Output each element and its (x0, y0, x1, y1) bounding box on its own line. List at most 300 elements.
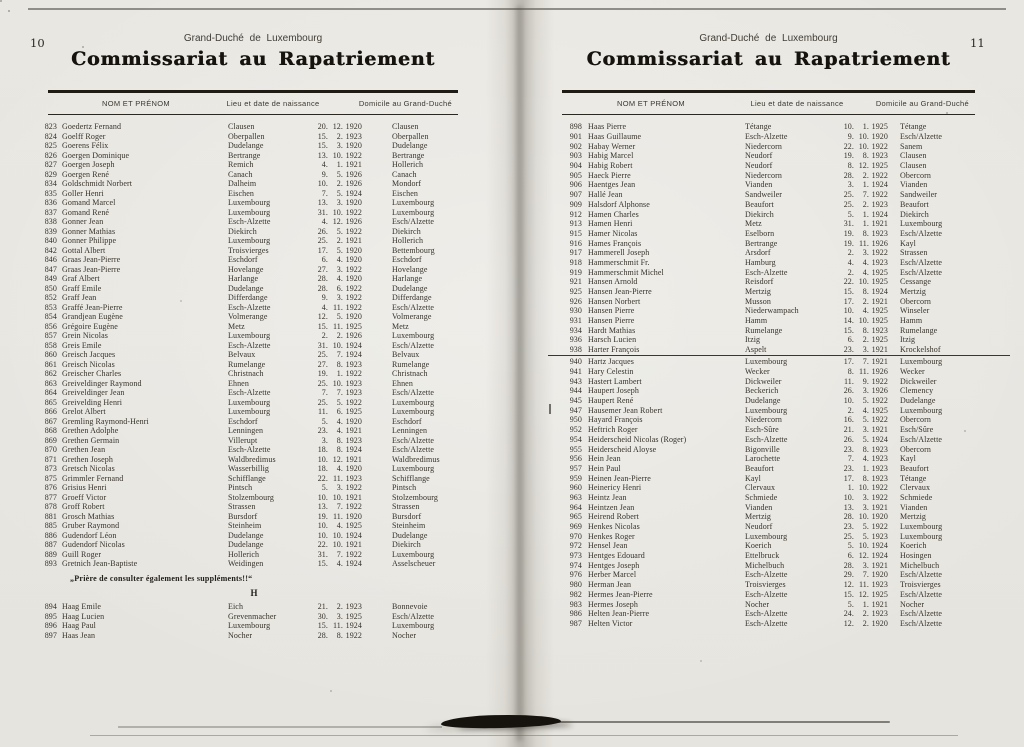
birth-day: 23. (843, 463, 854, 473)
birth-year: 1922 (871, 141, 888, 151)
row-number: 936 (569, 335, 582, 345)
birth-month: 5. (336, 226, 343, 236)
birth-place: Pintsch (228, 483, 253, 493)
birth-month: 10. (332, 207, 343, 217)
birth-month: 12. (858, 161, 869, 171)
row-number: 895 (44, 611, 57, 621)
birth-date (838, 454, 888, 463)
header-rule-left (48, 114, 458, 115)
domicile: Bonnevoie (392, 602, 428, 612)
table-row (560, 190, 1010, 200)
birth-month: 3. (862, 560, 869, 570)
birth-date (315, 388, 362, 397)
domicile: Mertzig (900, 512, 927, 522)
birth-date (315, 132, 362, 141)
domicile: Luxembourg (900, 531, 943, 541)
birth-month: 11. (858, 367, 869, 377)
table-row (560, 238, 1010, 248)
row-number: 853 (44, 302, 57, 312)
person-name: Harter François (588, 345, 640, 355)
birth-day: 22. (317, 473, 328, 483)
birth-place: Rumelange (745, 325, 783, 335)
birth-date (838, 210, 888, 219)
row-number: 862 (44, 369, 57, 379)
person-name: Goergen Joseph (62, 160, 115, 170)
birth-day: 2. (321, 331, 328, 341)
row-number: 970 (569, 531, 582, 541)
table-row (38, 436, 470, 446)
col-header-name: NOM ET PRÉNOM (617, 99, 685, 108)
person-name: Heinericy Henri (588, 483, 642, 493)
table-row (38, 602, 470, 612)
birth-year: 1924 (871, 551, 888, 561)
birth-place: Larochette (745, 454, 781, 464)
birth-date (315, 341, 362, 350)
domicile: Diekirch (900, 209, 929, 219)
person-name: Gonner Philippe (62, 236, 117, 246)
row-number: 846 (44, 255, 57, 265)
birth-month: 11. (332, 511, 343, 521)
domicile: Clausen (900, 151, 927, 161)
birth-place: Luxembourg (745, 531, 788, 541)
birth-month: 8. (862, 151, 869, 161)
person-name: Hentges Joseph (588, 560, 640, 570)
domicile: Bettembourg (392, 245, 435, 255)
person-name: Guill Roger (62, 549, 102, 559)
person-name: Goergen Dominique (62, 150, 130, 160)
table-row (560, 590, 1010, 600)
birth-year: 1922 (345, 302, 362, 312)
birth-day: 12. (317, 312, 328, 322)
birth-place: Stolzembourg (228, 492, 274, 502)
birth-year: 1924 (871, 541, 888, 551)
birth-place: Eischen (228, 188, 255, 198)
birth-day: 12. (843, 580, 854, 590)
birth-day: 19. (843, 238, 854, 248)
birth-place: Differdange (228, 293, 268, 303)
row-number: 934 (569, 325, 582, 335)
column-headers-right (562, 99, 975, 111)
row-number: 921 (569, 277, 582, 287)
birth-day: 25. (317, 378, 328, 388)
birth-month: 10. (858, 316, 869, 326)
person-name: Hausemer Jean Robert (588, 405, 663, 415)
birth-day: 9. (321, 169, 328, 179)
table-row (38, 531, 470, 541)
birth-date (838, 258, 888, 267)
birth-month: 3. (862, 502, 869, 512)
domicile: Hollerich (392, 236, 424, 246)
birth-day: 19. (843, 151, 854, 161)
birth-month: 4. (862, 454, 869, 464)
birth-year: 1920 (345, 511, 362, 521)
birth-day: 10. (843, 122, 854, 132)
birth-month: 7. (336, 549, 343, 559)
row-number: 875 (44, 473, 57, 483)
birth-date (838, 287, 888, 296)
birth-day: 13. (317, 150, 328, 160)
domicile: Sanem (900, 141, 923, 151)
person-name: Greiveldinger Raymond (62, 378, 142, 388)
birth-month: 5. (336, 312, 343, 322)
table-row (38, 631, 470, 641)
person-name: Hansen Arnold (588, 277, 638, 287)
domicile: Tétange (900, 122, 927, 132)
birth-year: 1920 (345, 274, 362, 284)
person-name: Gretnich Jean-Baptiste (62, 559, 138, 569)
birth-place: Luxembourg (228, 236, 271, 246)
birth-month: 10. (332, 540, 343, 550)
domicile: Esch/Alzette (392, 435, 435, 445)
birth-day: 6. (847, 551, 854, 561)
domicile: Obercorn (900, 170, 932, 180)
person-name: Hardt Mathias (588, 325, 636, 335)
title-rule-left (48, 90, 458, 93)
register-table-left (38, 122, 470, 569)
birth-day: 25. (317, 350, 328, 360)
birth-date (838, 239, 888, 248)
table-row (38, 521, 470, 531)
birth-year: 1923 (345, 131, 362, 141)
birth-day: 15. (317, 131, 328, 141)
birth-place: Esch-Alzette (228, 217, 271, 227)
row-number: 906 (569, 180, 582, 190)
domicile: Obercorn (900, 415, 932, 425)
birth-month: 1. (336, 369, 343, 379)
domicile: Luxembourg (392, 331, 435, 341)
birth-date (838, 248, 888, 257)
table-row (560, 522, 1010, 532)
birth-date (838, 396, 888, 405)
birth-month: 5. (336, 169, 343, 179)
table-row (560, 619, 1010, 629)
birth-place: Clausen (228, 122, 255, 132)
birth-date (838, 268, 888, 277)
birth-month: 5. (862, 396, 869, 406)
person-name: Haupert René (588, 396, 634, 406)
table-row (560, 209, 1010, 219)
domicile: Oberpallen (392, 131, 429, 141)
row-number: 918 (569, 257, 582, 267)
birth-month: 4. (862, 306, 869, 316)
table-row (560, 396, 1010, 406)
person-name: Grimmler Fernand (62, 473, 124, 483)
person-name: Hentges Edouard (588, 551, 645, 561)
person-name: Grethen Germain (62, 435, 120, 445)
birth-year: 1923 (871, 257, 888, 267)
birth-place: Oberpallen (228, 131, 265, 141)
birth-year: 1925 (871, 277, 888, 287)
row-number: 926 (569, 296, 582, 306)
birth-place: Diekirch (745, 209, 774, 219)
birth-place: Metz (228, 321, 245, 331)
birth-month: 11. (858, 580, 869, 590)
table-row (38, 512, 470, 522)
person-name: Hamer Nicolas (588, 228, 638, 238)
birth-date (838, 483, 888, 492)
register-table-left-h (38, 602, 470, 640)
birth-day: 10. (843, 396, 854, 406)
domicile: Strassen (392, 502, 420, 512)
birth-place: Bigonville (745, 444, 780, 454)
row-number: 865 (44, 397, 57, 407)
person-name: Hames François (588, 238, 642, 248)
table-row (560, 483, 1010, 493)
birth-place: Reisdorf (745, 277, 774, 287)
birth-month: 2. (862, 296, 869, 306)
person-name: Hallé Jean (588, 190, 623, 200)
birth-place: Beaufort (745, 199, 774, 209)
domicile: Esch/Alzette (392, 445, 435, 455)
table-row (560, 141, 1010, 151)
col-header-domicile: Domicile au Grand-Duché (875, 99, 969, 108)
birth-place: Dudelange (228, 141, 264, 151)
person-name: Harsch Lucien (588, 335, 637, 345)
birth-place: Esch-Alzette (228, 445, 271, 455)
birth-year: 1923 (345, 473, 362, 483)
birth-day: 23. (843, 444, 854, 454)
birth-month: 7. (336, 502, 343, 512)
birth-day: 7. (321, 388, 328, 398)
domicile: Schmiede (900, 492, 933, 502)
birth-place: Esch-Alzette (228, 388, 271, 398)
person-name: Gretsch Nicolas (62, 464, 115, 474)
row-number: 825 (44, 141, 57, 151)
birth-year: 1921 (345, 540, 362, 550)
table-row (38, 217, 470, 227)
birth-date (838, 142, 888, 151)
birth-place: Luxembourg (228, 621, 271, 631)
domicile: Hosingen (900, 551, 932, 561)
birth-place: Niedercorn (745, 415, 782, 425)
domicile: Harlange (392, 274, 423, 284)
birth-day: 16. (843, 415, 854, 425)
row-number: 866 (44, 407, 57, 417)
birth-place: Dalheim (228, 179, 257, 189)
birth-month: 11. (332, 302, 343, 312)
birth-day: 31. (317, 207, 328, 217)
person-name: Greivelding Henri (62, 397, 123, 407)
person-name: Grein Nicolas (62, 331, 108, 341)
page-title-right: Commissariat au Rapatriement (586, 48, 951, 70)
birth-place: Eschdorf (228, 255, 258, 265)
birth-year: 1922 (871, 415, 888, 425)
birth-day: 4. (321, 302, 328, 312)
domicile: Bursdorf (392, 511, 422, 521)
domicile: Itzig (900, 335, 916, 345)
birth-place: Rumelange (228, 359, 266, 369)
table-row (560, 435, 1010, 445)
birth-day: 23. (843, 522, 854, 532)
birth-date (838, 464, 888, 473)
table-row (38, 255, 470, 265)
row-number: 909 (569, 199, 582, 209)
birth-date (838, 415, 888, 424)
birth-place: Niedercorn (745, 170, 782, 180)
birth-year: 1923 (345, 602, 362, 612)
birth-month: 1. (862, 219, 869, 229)
person-name: Habig Robert (588, 161, 633, 171)
birth-month: 5. (336, 188, 343, 198)
birth-month: 7. (336, 350, 343, 360)
domicile: Esch/Alzette (900, 434, 943, 444)
person-name: Heirend Robert (588, 512, 639, 522)
birth-day: 28. (317, 274, 328, 284)
birth-place: Esch-Sûre (745, 425, 779, 435)
birth-month: 12. (858, 589, 869, 599)
table-row (560, 248, 1010, 258)
birth-month: 7. (862, 190, 869, 200)
birth-year: 1922 (345, 630, 362, 640)
scan-speckles (0, 0, 2, 2)
table-row (38, 559, 470, 569)
birth-place: Metz (745, 219, 762, 229)
birth-date (315, 350, 362, 359)
birth-year: 1922 (345, 283, 362, 293)
person-name: Hastert Lambert (588, 376, 642, 386)
birth-place: Grevenmacher (228, 611, 277, 621)
domicile: Dudelange (392, 283, 428, 293)
birth-month: 3. (862, 248, 869, 258)
birth-place: Steinheim (228, 521, 262, 531)
col-header-birth: Lieu et date de naissance (226, 99, 320, 108)
row-number: 852 (44, 293, 57, 303)
birth-place: Schmiede (745, 492, 778, 502)
birth-day: 6. (321, 255, 328, 265)
domicile: Clemency (900, 386, 934, 396)
birth-place: Mertzig (745, 287, 772, 297)
table-row (38, 198, 470, 208)
birth-year: 1920 (871, 132, 888, 142)
scan-bottom-line-right (556, 721, 890, 723)
table-row (38, 445, 470, 455)
person-name: Haag Emile (62, 602, 101, 612)
birth-year: 1920 (871, 512, 888, 522)
birth-year: 1923 (345, 435, 362, 445)
birth-place: Koerich (745, 541, 772, 551)
birth-day: 19. (317, 369, 328, 379)
birth-date (315, 455, 362, 464)
table-row (560, 512, 1010, 522)
birth-date (838, 357, 888, 366)
birth-place: Wasserbillig (228, 464, 269, 474)
birth-place: Mertzig (745, 512, 772, 522)
birth-day: 11. (317, 407, 328, 417)
birth-month: 10. (332, 530, 343, 540)
row-number: 944 (569, 386, 582, 396)
domicile: Luxembourg (392, 549, 435, 559)
person-name: Hary Celestin (588, 367, 634, 377)
birth-year: 1922 (345, 369, 362, 379)
table-row (560, 267, 1010, 277)
birth-date (315, 464, 362, 473)
domicile: Esch/Alzette (392, 388, 435, 398)
book-gutter-core (516, 6, 523, 741)
birth-date (315, 246, 362, 255)
person-name: Hartz Jacques (588, 357, 634, 367)
birth-year: 1921 (345, 426, 362, 436)
row-number: 839 (44, 226, 57, 236)
domicile: Eischen (392, 188, 419, 198)
row-number: 870 (44, 445, 57, 455)
person-name: Hammerschmit Michel (588, 267, 664, 277)
person-name: Gonner Jean (62, 217, 104, 227)
birth-date (315, 540, 362, 549)
birth-place: Harlange (228, 274, 259, 284)
birth-year: 1920 (345, 416, 362, 426)
birth-date (838, 200, 888, 209)
row-number: 912 (569, 209, 582, 219)
domicile: Dickweiler (900, 376, 937, 386)
birth-day: 15. (317, 621, 328, 631)
birth-date (838, 326, 888, 335)
birth-place: Esch-Alzette (745, 132, 788, 142)
birth-place: Tétange (745, 122, 772, 132)
birth-month: 3. (336, 293, 343, 303)
birth-date (315, 602, 362, 611)
table-row (38, 360, 470, 370)
birth-year: 1923 (345, 378, 362, 388)
birth-year: 1923 (871, 580, 888, 590)
birth-place: Bertrange (745, 238, 778, 248)
domicile: Luxembourg (900, 219, 943, 229)
birth-day: 4. (321, 160, 328, 170)
table-row (560, 599, 1010, 609)
row-number: 881 (44, 511, 57, 521)
birth-year: 1925 (871, 306, 888, 316)
birth-day: 2. (847, 248, 854, 258)
table-row (38, 284, 470, 294)
table-row (560, 560, 1010, 570)
birth-place: Luxembourg (228, 198, 271, 208)
table-row (560, 180, 1010, 190)
birth-place: Neudorf (745, 161, 773, 171)
birth-month: 2. (862, 609, 869, 619)
row-number: 869 (44, 435, 57, 445)
birth-month: 10. (858, 541, 869, 551)
table-row (560, 316, 1010, 326)
row-number: 842 (44, 245, 57, 255)
birth-year: 1922 (871, 376, 888, 386)
birth-date (315, 303, 362, 312)
birth-date (315, 265, 362, 274)
birth-place: Weidingen (228, 559, 264, 569)
birth-year: 1925 (345, 321, 362, 331)
birth-place: Beaufort (745, 463, 774, 473)
birth-place: Niederwampach (745, 306, 799, 316)
birth-month: 1. (336, 160, 343, 170)
birth-place: Wecker (745, 367, 770, 377)
table-row (38, 398, 470, 408)
birth-date (315, 493, 362, 502)
birth-month: 11. (332, 621, 343, 631)
domicile: Obercorn (900, 296, 932, 306)
domicile: Ehnen (392, 378, 413, 388)
table-row (560, 425, 1010, 435)
person-name: Hammerell Joseph (588, 248, 650, 258)
domicile: Luxembourg (392, 464, 435, 474)
person-name: Greiveldinger Jean (62, 388, 125, 398)
table-row (38, 303, 470, 313)
birth-place: Neudorf (745, 151, 773, 161)
domicile: Beaufort (900, 463, 929, 473)
birth-place: Waldbredimus (228, 454, 276, 464)
birth-date (838, 171, 888, 180)
birth-date (838, 541, 888, 550)
row-number: 829 (44, 169, 57, 179)
birth-month: 10. (858, 141, 869, 151)
table-row (38, 474, 470, 484)
